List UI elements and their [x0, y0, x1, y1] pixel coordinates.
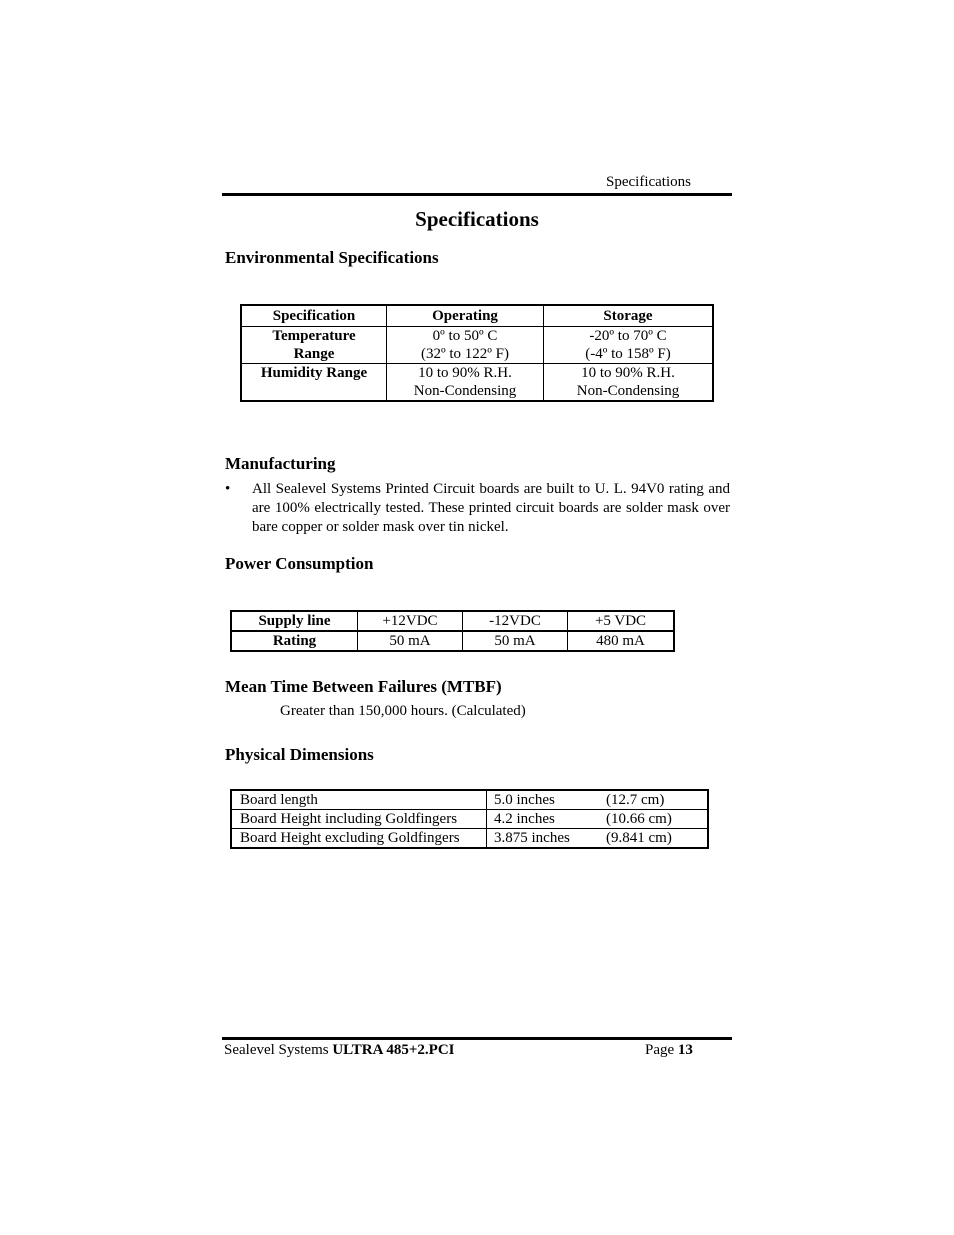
table-cell: 480 mA — [568, 631, 675, 651]
dimension-name: Board length — [231, 790, 487, 810]
table-row — [231, 611, 674, 631]
running-header: Specifications — [606, 174, 691, 190]
dimensions-heading: Physical Dimensions — [225, 745, 374, 764]
table-row — [241, 327, 713, 364]
cell-line: -20º to 70º C — [589, 328, 667, 344]
cell-line: (32º to 122º F) — [420, 346, 510, 362]
row-label-line — [242, 382, 386, 400]
dimension-name: Board Height including Goldfingers — [231, 810, 487, 829]
dimension-cm: (9.841 cm) — [606, 830, 672, 846]
dimension-inches: 3.875 inches — [494, 830, 570, 846]
mtbf-heading: Mean Time Between Failures (MTBF) — [225, 677, 502, 696]
power-heading: Power Consumption — [225, 554, 374, 573]
table-cell — [544, 364, 714, 402]
table-row — [231, 829, 708, 849]
table-cell: +12VDC — [358, 611, 463, 631]
manufacturing-text: All Sealevel Systems Printed Circuit boards are built to U. L. 94V0 rating and are 100% electrically tested. These printed circuit boards are solder mask over bare copper or solder mask over tin nickel. — [252, 481, 730, 535]
header-rule — [222, 193, 732, 196]
bullet-icon: • — [225, 481, 231, 497]
page-title: Specifications — [415, 207, 539, 231]
row-label — [241, 364, 387, 402]
table-cell: +5 VDC — [568, 611, 675, 631]
column-header: Operating — [387, 305, 544, 327]
environmental-table — [240, 304, 714, 402]
table-cell — [387, 327, 544, 364]
mtbf-text: Greater than 150,000 hours. (Calculated) — [280, 703, 526, 719]
dimension-cm: (10.66 cm) — [606, 811, 672, 827]
cell-line: 0º to 50º C — [432, 328, 498, 344]
page-number-value: 13 — [677, 1042, 693, 1058]
page-label: Page — [645, 1042, 675, 1058]
table-row — [231, 810, 708, 829]
cell-line: 10 to 90% R.H. — [418, 365, 512, 381]
table-cell: 50 mA — [463, 631, 568, 651]
table-row — [231, 790, 708, 810]
dimension-inches: 4.2 inches — [494, 811, 555, 827]
dimension-inches: 5.0 inches — [494, 792, 555, 808]
dimension-cm: (12.7 cm) — [606, 792, 665, 808]
dimensions-table — [230, 789, 709, 849]
dimension-value — [487, 829, 709, 849]
table-cell — [387, 364, 544, 402]
page-number — [645, 1042, 693, 1059]
row-label-line: Humidity Range — [260, 365, 368, 381]
column-header: Specification — [241, 305, 387, 327]
table-cell — [544, 327, 714, 364]
environmental-heading: Environmental Specifications — [225, 248, 439, 267]
footer-rule — [222, 1037, 732, 1040]
table-row — [241, 364, 713, 402]
cell-line: Non-Condensing — [576, 383, 680, 399]
row-label-line: Temperature — [272, 328, 356, 344]
column-header: Storage — [544, 305, 714, 327]
table-header-row — [241, 305, 713, 327]
power-table — [230, 610, 675, 652]
row-label: Supply line — [231, 611, 358, 631]
table-row — [231, 631, 674, 651]
row-label: Rating — [231, 631, 358, 651]
footer-product — [224, 1042, 455, 1059]
manufacturing-heading: Manufacturing — [225, 454, 336, 473]
table-cell: 50 mA — [358, 631, 463, 651]
cell-line: 10 to 90% R.H. — [581, 365, 675, 381]
cell-line: (-4º to 158º F) — [585, 346, 671, 362]
footer-company: Sealevel Systems — [224, 1042, 329, 1058]
dimension-value — [487, 790, 709, 810]
cell-line: Non-Condensing — [413, 383, 517, 399]
table-cell: -12VDC — [463, 611, 568, 631]
dimension-value — [487, 810, 709, 829]
row-label-line: Range — [293, 346, 335, 362]
footer-product-name: ULTRA 485+2.PCI — [332, 1042, 455, 1058]
dimension-name: Board Height excluding Goldfingers — [231, 829, 487, 849]
row-label — [241, 327, 387, 364]
